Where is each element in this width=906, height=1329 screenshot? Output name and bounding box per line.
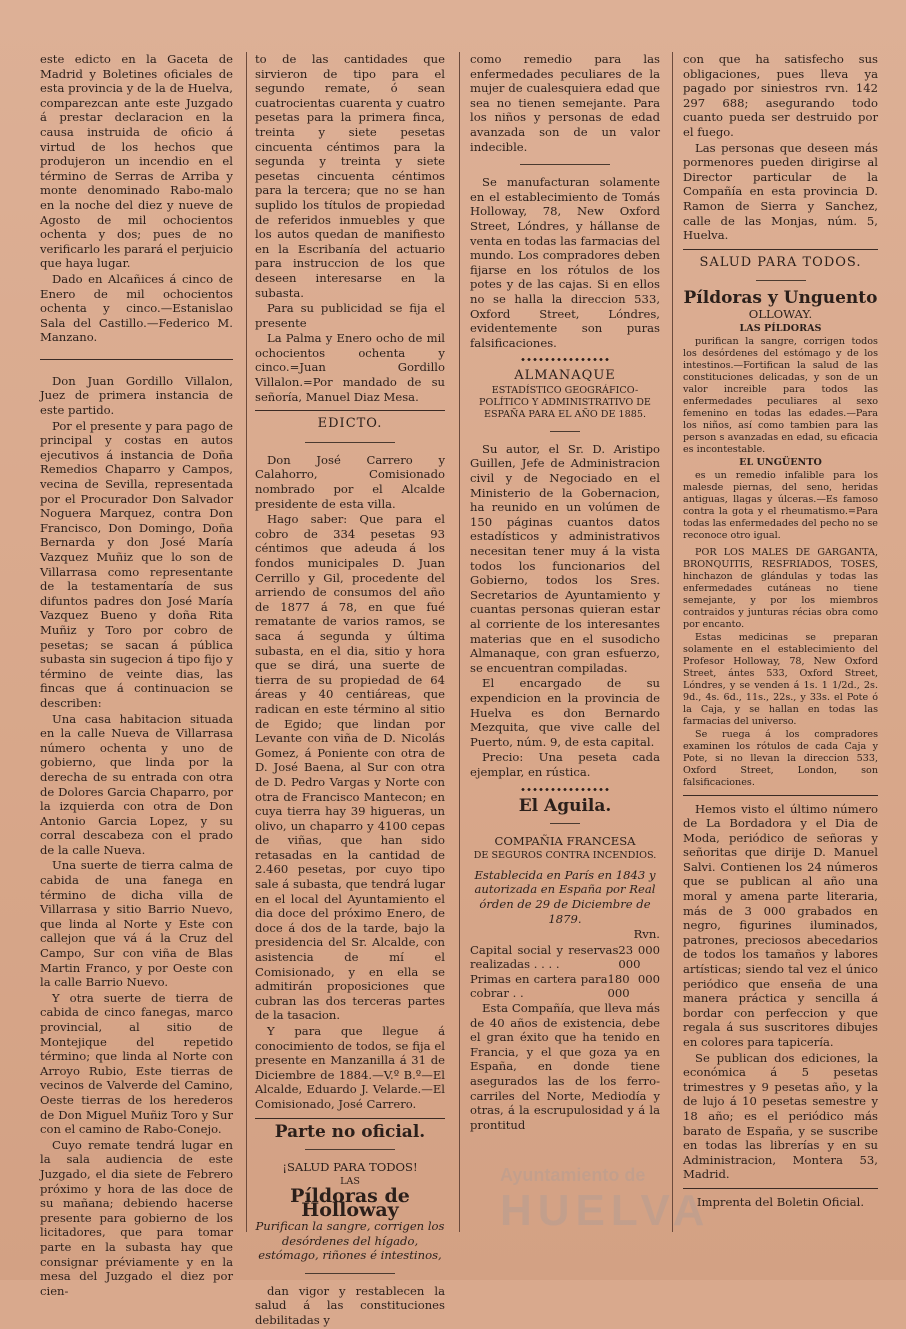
ad-title: Píldoras y Unguento bbox=[683, 288, 878, 309]
paragraph: Se ruega á los compradores examinen los rótulos de cada Caja y Pote, si no llevan la direccion 533, Oxford Street, London, son falsificaciones. bbox=[683, 728, 878, 788]
watermark bbox=[500, 1165, 830, 1250]
short-divider bbox=[756, 280, 806, 281]
column-rule bbox=[246, 52, 247, 1232]
ad-title: El Aguila. bbox=[518, 795, 612, 816]
paragraph: Don José Carrero y Calahorro, Comisionado nombrado por el Alcalde presidente de esta villa. bbox=[255, 452, 445, 511]
paragraph: purifican la sangre, corrigen todos los desórdenes del estómago y de los intestinos.—Fortifican la salud de las constituciones delicadas, y son de un valor increible para todos las enfermedades peculiares al sexo femenino en todas las edades.—Para los niños, así como tambien para las person s avanzadas en edad, su eficacia es incontestable. bbox=[683, 335, 878, 455]
row-label: Capital social y reservas realizadas . . . . bbox=[470, 942, 619, 972]
currency-label: Rvn. bbox=[633, 927, 660, 942]
paragraph: Y otra suerte de tierra de cabida de cinco fanegas, marco provincial, al sitio de Montejique del repetido término; que linda al Norte con Arroyo Rubio, Este tierras de vecinos de Valverde del Camino, Oeste tierras de los herederos de Don Miguel Muñiz Toro y Sur con el camino de Rabo-Conejo. bbox=[40, 990, 233, 1137]
label: LAS PÍLDORAS bbox=[739, 322, 822, 334]
paragraph: Una suerte de tierra calma de cabida de una fanega en término de dicha villa de Villarrasa y sitio Barrio Nuevo, que linda al Norte y Este con callejon que vá á la Cruz del Campo, Sur con viña de Blas Martin Franco, y por Oeste con la calle Barrio Nuevo. bbox=[40, 858, 233, 990]
section-divider bbox=[683, 249, 878, 250]
column-rule bbox=[672, 52, 673, 1232]
paragraph: como remedio para las enfermedades peculiares de la mujer de cualesquiera edad que sea no tienen semejante. Para los niños y personas de edad avanzada son de un valor indecible. bbox=[470, 52, 660, 154]
column-3 bbox=[470, 52, 660, 1133]
section-heading: ALMANAQUE bbox=[514, 368, 616, 384]
paragraph: Las personas que deseen más pormenores pueden dirigirse al Director particular de la Compañía en esta provincia D. Ramon de Sierra y Sanchez, calle de las Monjas, núm. 5, Huelva. bbox=[683, 140, 878, 243]
section-divider bbox=[40, 359, 233, 360]
paragraph: Para su publicidad se fija el presente bbox=[255, 301, 445, 330]
paragraph: Se manufacturan solamente en el establecimiento de Tomás Holloway, 78, New Oxford Street, Lóndres, y hállanse de venta en todas las farmacias del mundo. Los compradores deben fijarse en los rótulos de los potes y de las cajas. Si en ellos no se halla la direccion 533, Oxford Street, Lóndres, evidentemente son puras falsificaciones. bbox=[470, 175, 660, 350]
section-divider bbox=[255, 410, 445, 411]
paragraph: Cuyo remate tendrá lugar en la sala audiencia de este Juzgado, el dia siete de Febrero próximo y hora de las doce de su mañana; debiendo hacerse presente para gobierno de los licitadores, que para tomar parte en la subasta hay que consignar préviamente y en la mesa del Juzgado el diez por cien- bbox=[40, 1137, 233, 1298]
paragraph: to de las cantidades que sirvieron de tipo para el segundo remate, ó sean cuatrocientas cuarenta y cuatro pesetas para la primera finca, treinta y siete pesetas cincuenta céntimos para la segunda y treinta y siete pesetas cincuenta céntimos para la tercera; que no se han suplido los títulos de propiedad de referidos inmuebles y que los autos quedan de manifiesto en la Escribanía del actuario para instruccion de los que deseen interesarse en la subasta. bbox=[255, 52, 445, 300]
paragraph: Precio: Una peseta cada ejemplar, en rústica. bbox=[470, 750, 660, 779]
label: EL UNGÜENTO bbox=[739, 456, 822, 468]
column-1 bbox=[40, 52, 233, 1299]
subheading: ESTADÍSTICO GEOGRÁFICO-POLÍTICO Y ADMINISTRATIVO DE ESPAÑA PARA EL AÑO DE 1885. bbox=[479, 384, 651, 420]
imprint: Imprenta del Boletin Oficial. bbox=[696, 1194, 865, 1209]
short-divider bbox=[305, 1149, 395, 1150]
label: LAS bbox=[340, 1175, 360, 1187]
paragraph: dan vigor y restablecen la salud á las constituciones debilitadas y bbox=[255, 1283, 445, 1327]
paragraph: Su autor, el Sr. D. Aristipo Guillen, Jefe de Administracion civil y de Negociado en el Ministerio de la Gobernacion, ha reunido en un volúmen de 150 páginas cuantos datos estadísticos y administrativos necesitan tener muy á la vista todos los funcionarios del Gobierno, todos los Sres. Secretarios de Ayuntamiento y cuantas personas quieran estar al corriente de los interesantes materias que en el susodicho Almanaque, con gran esfuerzo, se encuentran compiladas. bbox=[470, 441, 660, 675]
short-divider bbox=[520, 164, 610, 165]
paragraph: Y para que llegue á conocimiento de todos, se fija el presente en Manzanilla á 31 de Diciembre de 1884.—V.º B.º—El Alcalde, Eduardo J. Velarde.—El Comisionado, José Carrero. bbox=[255, 1024, 445, 1111]
paragraph: Estas medicinas se preparan solamente en el establecimiento del Profesor Holloway, 78, New Oxford Street, ántes 533, Oxford Street, Lóndres, y se venden á 1s. 1 1/2d., 2s. 9d., 4s. 6d., 11s., 22s., y 33s. el Pote ó la Caja, y se hallan en todas las farmacias del universo. bbox=[683, 631, 878, 727]
ad-title: Píldoras de Holloway bbox=[290, 1184, 410, 1222]
short-divider bbox=[550, 431, 580, 432]
paragraph: La Palma y Enero ocho de mil ochocientos ochenta y cinco.=Juan Gordillo Villalon.=Por mandado de su señoría, Manuel Diaz Mesa. bbox=[255, 331, 445, 404]
subheading: DE SEGUROS CONTRA INCENDIOS. bbox=[473, 849, 657, 861]
row-value: 180 000 000 bbox=[607, 971, 660, 1001]
row-label: Primas en cartera para cobrar . . bbox=[470, 971, 608, 1001]
paragraph: Hemos visto el último número de La Bordadora y el Dia de Moda, periódico de señoras y señoritas que dirije D. Manuel Salvi. Contienen los 24 números que se publican al año una moral y amena parte literaria, más de 3 000 grabados en negro, figurines iluminados, patrones, preciosos abecedarios de todos los tamaños y labores artísticas; siendo tal vez el único periódico que enseña de una manera práctica y sencilla á bordar con perfeccion y que regala á sus suscritores dibujes en colores para tapicería. bbox=[683, 801, 878, 1049]
section-heading: SALUD PARA TODOS. bbox=[699, 254, 862, 270]
subheading: ¡SALUD PARA TODOS! bbox=[282, 1160, 418, 1175]
subheading: COMPAÑIA FRANCESA bbox=[494, 834, 636, 849]
ad-tagline: Establecida en París en 1843 y autorizada en España por Real órden de 29 de Diciembre de 1879. bbox=[474, 867, 656, 926]
table-row bbox=[470, 943, 660, 972]
paragraph: es un remedio infalible para los malesde piernas, del seno, heridas antiguas, llagas y úlceras.—Es famoso contra la gota y el rheumatismo.=Para todas las enfermedades del pecho no se reconoce otro igual. bbox=[683, 469, 878, 541]
short-divider bbox=[550, 823, 580, 824]
paragraph: Don Juan Gordillo Villalon, Juez de primera instancia de este partido. bbox=[40, 373, 233, 418]
paragraph: POR LOS MALES DE GARGANTA, BRONQUITIS, RESFRIADOS, TOSES, hinchazon de glándulas y todas las enfermedades cutáneas no tiene semejante, y por los miembros contraidos y junturas récias obra como por encanto. bbox=[683, 546, 878, 630]
paragraph: Esta Compañía, que lleva más de 40 años de existencia, debe el gran éxito que ha tenido en Francia, y el que goza ya en España, en donde tiene asegurados las de los ferro-carriles del Norte, Mediodía y otras, á la escrupulosidad y á la prontitud bbox=[470, 1001, 660, 1132]
short-divider bbox=[305, 1273, 395, 1274]
paragraph: El encargado de su expendicion en la provincia de Huelva es don Bernardo Mezquita, que vive calle del Puerto, núm. 9, de esta capital. bbox=[470, 676, 660, 749]
paragraph: este edicto en la Gaceta de Madrid y Boletines oficiales de esta provincia y de la de Huelva, comparezcan ante este Juzgado á prestar declaracion en la causa instruida de oficio á virtud de los hechos que produjeron un incendio en el término de Serras de Arriba y monte denominado Rabo-malo en la noche del diez y nueve de Agosto de mil ochocientos ochenta y dos; pues de no verificarlo les parará el perjuicio que haya lugar. bbox=[40, 52, 233, 271]
ornament-divider bbox=[520, 358, 610, 361]
paragraph: Hago saber: Que para el cobro de 334 pesetas 93 céntimos que adeuda á los fondos municipales D. Juan Cerrillo y Gil, procedente del arriendo de consumos del año de 1877 á 78, en que fué rematante de varios ramos, se saca á segunda y última subasta, en el dia, sitio y hora que se dirá, una suerte de tierra de su propiedad de 64 áreas y 40 centiáreas, que radican en este término al sitio de Egido; que lindan por Levante con viña de D. Nicolás Gomez, á Poniente con otra de D. José Baena, al Sur con otra de D. Pedro Vargas y Norte con otra de Francisco Mantecon; en cuya tierra hay 39 higueras, un olivo, un chaparro y 4100 cepas de viñas, que han sido retasadas en la cantidad de 2.460 pesetas, por cuyo tipo sale á subasta, que tendrá lugar en el local del Ayuntamiento el dia doce del próximo Enero, de doce á dos de la tarde, bajo la presidencia del Sr. Alcalde, con asistencia de mí el Comisionado, y en ella se admitirán proposiciones que cubran las dos terceras partes de la tasacion. bbox=[255, 512, 445, 1023]
row-value: 23 000 000 bbox=[618, 942, 660, 972]
short-divider bbox=[305, 442, 395, 443]
paragraph: Una casa habitacion situada en la calle Nueva de Villarrasa número ochenta y uno de gobierno, que linda por la derecha de su entrada con otra de Dolores Garcia Chaparro, por la izquierda con otra de Don Antonio Garcia Lopez, y su corral descabeza con el prado de la calle Nueva. bbox=[40, 711, 233, 857]
paragraph: Se publican dos ediciones, la económica á 5 pesetas trimestres y 9 pesetas año, y la de lujo á 10 pesetas semestre y 18 año; es el periódico más barato de España, y se suscribe en todas las librerías y en su Administracion, Montera 53, Madrid. bbox=[683, 1050, 878, 1182]
paragraph: Dado en Alcañices á cinco de Enero de mil ochocientos ochenta y cinco.—Estanislao Sala del Castillo.—Federico M. Manzano. bbox=[40, 271, 233, 345]
section-divider bbox=[255, 1118, 445, 1119]
column-2 bbox=[255, 52, 445, 1329]
table-row bbox=[470, 972, 660, 1001]
ornament-divider bbox=[520, 788, 610, 791]
watermark-line: Ayuntamiento de bbox=[500, 1165, 646, 1185]
column-rule bbox=[459, 52, 460, 1232]
paragraph: con que ha satisfecho sus obligaciones, pues lleva ya pagado por siniestros rvn. 142 297 688; asegurando todo cuanto pueda ser destruido por el fuego. bbox=[683, 52, 878, 139]
section-divider bbox=[683, 795, 878, 796]
watermark-line: HUELVA bbox=[500, 1186, 711, 1235]
paragraph: Por el presente y para pago de principal y costas en autos ejecutivos á instancia de Doña Remedios Chaparro y Campos, vecina de Sevilla, representada por el Procurador Don Salvador Noguera Marquez, contra Don Francisco, Don Domingo, Doña Bernarda y don José María Vazquez Muñiz que lo son de Villarrasa como representante de la testamentaría de sus difuntos padres don José María Vazquez Bueno y doña Rita Muñiz y Toro por cobro de pesetas; se sacan á pública subasta sin sugecion á tipo fijo y término de veinte dias, las fincas que á continuacion se describen: bbox=[40, 418, 233, 710]
section-heading: EDICTO. bbox=[317, 416, 383, 432]
ad-tagline: Purifican la sangre, corrigen los desórdenes del hígado, estómago, riñones é intestinos, bbox=[255, 1218, 445, 1263]
section-heading: Parte no oficial. bbox=[274, 1121, 426, 1142]
subheading: OLLOWAY. bbox=[748, 306, 813, 321]
column-4 bbox=[683, 52, 878, 1211]
